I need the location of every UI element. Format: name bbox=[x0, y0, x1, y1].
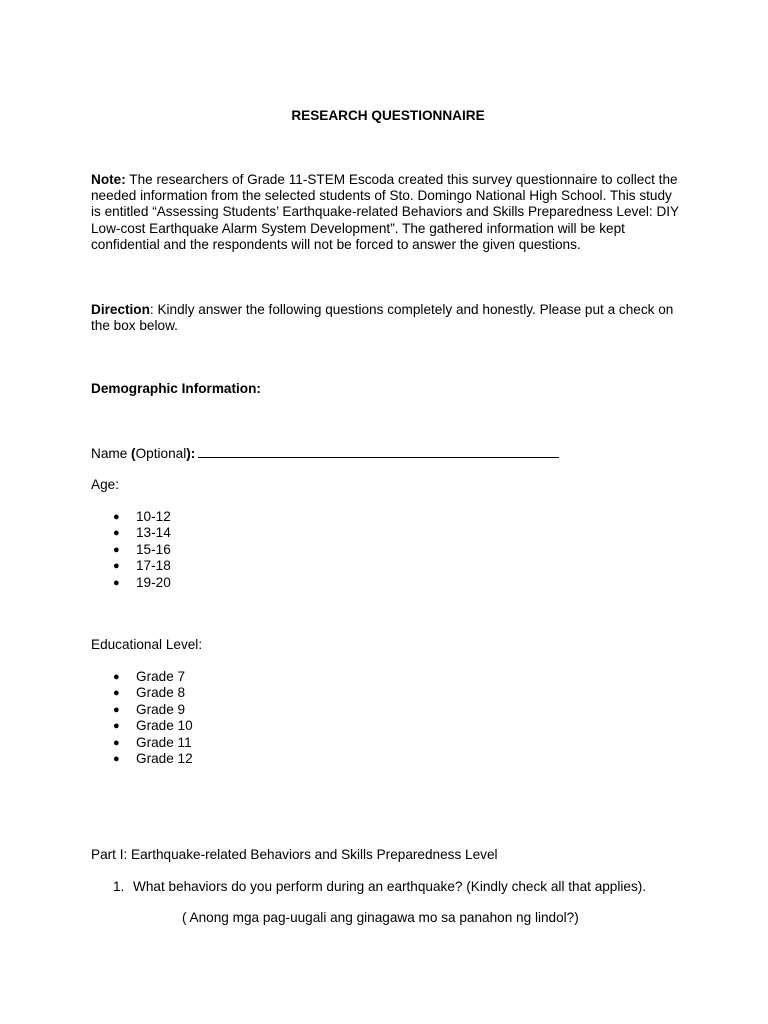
bullet-icon: ● bbox=[113, 511, 120, 523]
name-paren-open: ( bbox=[131, 446, 136, 461]
grade-option-label: Grade 12 bbox=[136, 750, 193, 766]
bullet-icon: ● bbox=[113, 576, 120, 589]
bullet-icon: ● bbox=[113, 543, 120, 556]
bullet-icon: ● bbox=[113, 671, 120, 683]
age-option-label: 15-16 bbox=[136, 541, 171, 557]
age-option-label: 17-18 bbox=[136, 558, 171, 574]
note-paragraph bbox=[91, 172, 681, 253]
bullet-icon: ● bbox=[113, 703, 120, 716]
bullet-icon: ● bbox=[113, 736, 120, 749]
name-optional: Optional bbox=[135, 446, 187, 461]
document-title: RESEARCH QUESTIONNAIRE bbox=[291, 108, 485, 123]
question-1-translation: ( Anong mga pag-uugali ang ginagawa mo sa panahon ng lindol?) bbox=[182, 910, 579, 925]
grade-option-label: Grade 9 bbox=[136, 701, 186, 717]
question-1-text: What behaviors do you perform during an earthquake? (Kindly check all that applies). bbox=[133, 879, 647, 894]
name-input-line[interactable] bbox=[198, 445, 559, 458]
direction-text: : Kindly answer the following questions completely and honestly. Please put a check on the box below. bbox=[91, 302, 674, 334]
part1-heading: Part I: Earthquake-related Behaviors and Skills Preparedness Level bbox=[91, 847, 498, 862]
grade-option-label: Grade 7 bbox=[136, 669, 186, 684]
bullet-icon: ● bbox=[113, 560, 120, 573]
demographic-heading: Demographic Information: bbox=[91, 381, 261, 396]
age-label: Age: bbox=[91, 477, 119, 492]
note-label: Note: bbox=[91, 172, 126, 187]
age-option-label: 10-12 bbox=[136, 509, 171, 524]
bullet-icon: ● bbox=[113, 687, 120, 700]
name-field-row bbox=[91, 445, 559, 462]
question-1-number: 1. bbox=[113, 879, 125, 894]
grade-option-label: Grade 10 bbox=[136, 718, 193, 734]
name-colon: : bbox=[190, 446, 196, 461]
bullet-icon: ● bbox=[113, 720, 120, 733]
note-text: The researchers of Grade 11-STEM Escoda created this survey questionnaire to collect the needed information from the selected students of Sto. Domingo National High School. This study is entitled “Assessing Students’ Earthquake-related Behaviors and Skills Preparedness Level: DIY Low-cost Earthquake Alarm System Development”. The gathered information will be kept confidential and the respondents will not be forced to answer the given questions. bbox=[91, 172, 679, 252]
name-label: Name bbox=[91, 446, 132, 461]
grade-option-label: Grade 11 bbox=[136, 734, 192, 750]
educational-level-label: Educational Level: bbox=[91, 637, 203, 652]
bullet-icon: ● bbox=[113, 752, 120, 765]
direction-label: Direction bbox=[91, 302, 150, 317]
age-option-label: 19-20 bbox=[136, 574, 171, 590]
name-paren-close: ) bbox=[186, 446, 191, 461]
direction-paragraph bbox=[91, 302, 681, 334]
bullet-icon: ● bbox=[113, 527, 120, 540]
grade-option-label: Grade 8 bbox=[136, 685, 186, 701]
age-option-label: 13-14 bbox=[136, 525, 171, 541]
